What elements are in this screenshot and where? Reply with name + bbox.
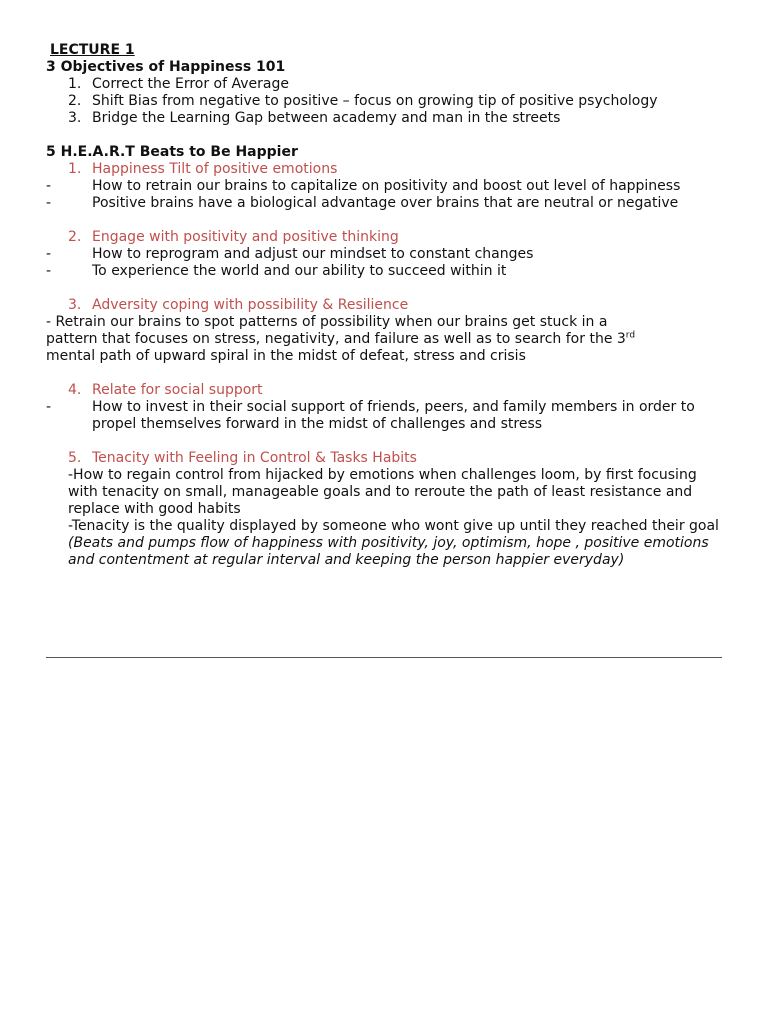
- bullet-item: - To experience the world and our ability to succeed within it: [46, 263, 507, 279]
- adversity-paragraph: - Retrain our brains to spot patterns of possibility when our brains get stuck in a pattern that focuses on stress, negativity, and failure as well as to search for the 3rd mental path of upward spiral in the midst of defeat, stress and crisis: [46, 314, 636, 364]
- section-title-engage: 2. Engage with positivity and positive thinking: [68, 229, 399, 245]
- objectives-heading: 3 Objectives of Happiness 101: [46, 59, 286, 75]
- bullet-item: - How to retrain our brains to capitalize on positivity and boost out level of happiness: [46, 178, 681, 194]
- bullet-item: - How to reprogram and adjust our mindset to constant changes: [46, 246, 534, 262]
- tenacity-paragraph-2: -Tenacity is the quality displayed by someone who wont give up until they reached their goal: [68, 518, 719, 534]
- italic-note: (Beats and pumps flow of happiness with positivity, joy, optimism, hope , positive emotions and contentment at regular interval and keeping the person happier everyday): [68, 535, 709, 568]
- tenacity-paragraph-1: -How to regain control from hijacked by emotions when challenges loom, by first focusing with tenacity on small, manageable goals and to reroute the path of least resistance and replace with good habits: [68, 467, 697, 517]
- bullet-item: - Positive brains have a biological advantage over brains that are neutral or negative: [46, 195, 679, 211]
- list-item: 1. Correct the Error of Average: [68, 76, 289, 92]
- section-title-relate: 4. Relate for social support: [68, 382, 263, 398]
- document-body: [46, 42, 726, 569]
- list-item: 3. Bridge the Learning Gap between academy and man in the streets: [68, 110, 561, 126]
- horizontal-rule: [46, 657, 722, 658]
- section-title-happiness: 1. Happiness Tilt of positive emotions: [68, 161, 338, 177]
- heart-heading: 5 H.E.A.R.T Beats to Be Happier: [46, 144, 298, 160]
- section-title-adversity: 3. Adversity coping with possibility & Resilience: [68, 297, 409, 313]
- lecture-title: LECTURE 1: [50, 42, 135, 58]
- bullet-item: - How to invest in their social support of friends, peers, and family members in order to propel themselves forward in the midst of challenges and stress: [46, 399, 695, 432]
- list-item: 2. Shift Bias from negative to positive – focus on growing tip of positive psychology: [68, 93, 658, 109]
- section-title-tenacity: 5. Tenacity with Feeling in Control & Tasks Habits: [68, 450, 417, 466]
